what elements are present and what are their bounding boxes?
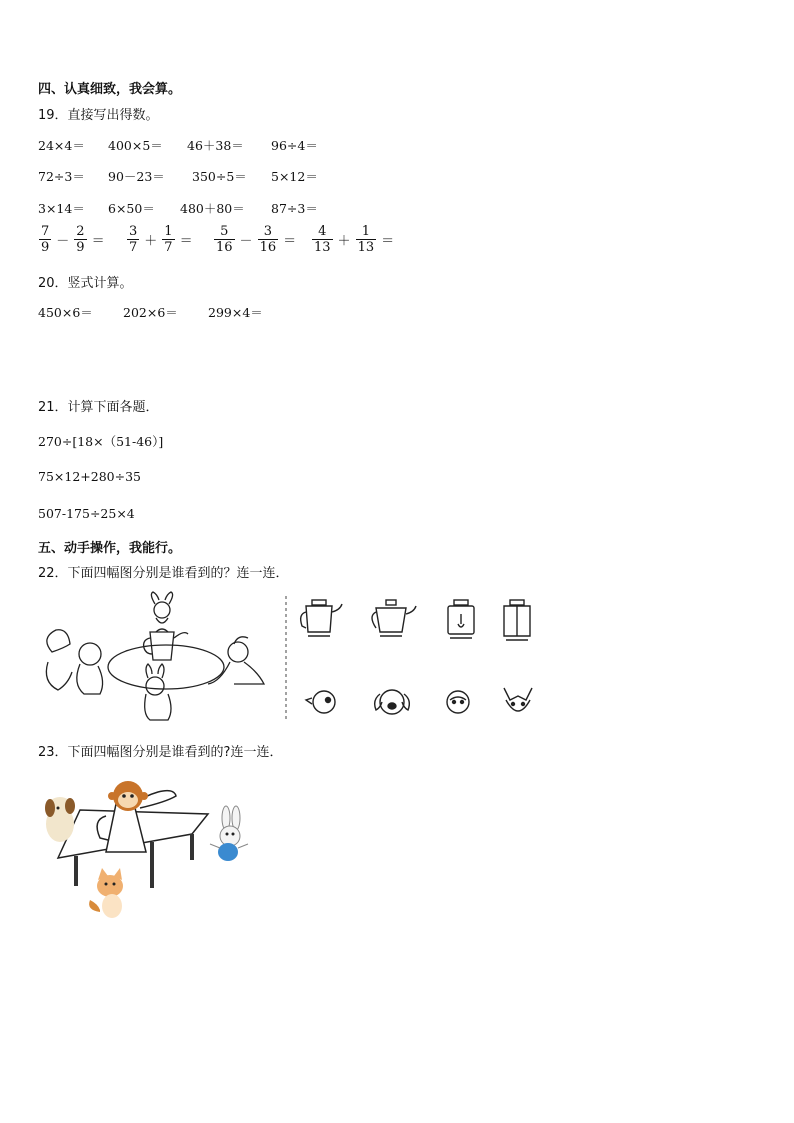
fraction-expression — [310, 224, 397, 255]
q19-item: 400×5＝ — [108, 138, 163, 153]
q22-figure — [38, 592, 538, 727]
q23-title: 23．下面四幅图分别是谁看到的?连一连． — [38, 745, 283, 760]
section5-title: 五、动手操作，我能行。 — [38, 541, 182, 556]
denominator: 13 — [357, 240, 375, 255]
table-icon — [108, 645, 224, 689]
q20-item: 202×6＝ — [123, 305, 178, 320]
numerator: 4 — [318, 224, 327, 239]
fox-head-icon — [504, 688, 532, 711]
q20-title: 20．竖式计算。 — [38, 276, 133, 291]
rabbit-icon — [145, 664, 171, 720]
numerator: 1 — [361, 224, 370, 239]
q19-item: 5×12＝ — [271, 169, 318, 184]
denominator: 16 — [259, 240, 277, 255]
chick-head-icon — [306, 691, 335, 713]
fraction-expression — [212, 224, 299, 255]
numerator: 1 — [164, 224, 173, 239]
numerator: 3 — [129, 224, 138, 239]
denominator: 16 — [216, 240, 233, 255]
q21-item: 75×12+280÷35 — [38, 469, 141, 484]
q19-item: 72÷3＝ — [38, 169, 85, 184]
numerator: 3 — [263, 224, 272, 239]
q22-title: 22．下面四幅图分别是谁看到的？连一连． — [38, 566, 289, 581]
rabbit-icon — [210, 806, 248, 861]
q20-item: 299×4＝ — [208, 305, 263, 320]
operator: ＋ — [337, 234, 351, 249]
numerator: 5 — [220, 224, 229, 239]
denominator: 9 — [41, 240, 50, 255]
dog-icon — [45, 797, 75, 842]
denominator: 9 — [76, 240, 85, 255]
q20-item: 450×6＝ — [38, 305, 93, 320]
squirrel-icon — [46, 630, 102, 694]
operator: ＋ — [144, 234, 158, 249]
teapot-view-4 — [504, 600, 530, 640]
q21-item: 270÷[18×（51-46）] — [38, 434, 164, 449]
q19-title: 19．直接写出得数。 — [38, 108, 159, 123]
q19-item: 90－23＝ — [108, 169, 165, 184]
denominator: 13 — [314, 240, 331, 255]
q19-item: 87÷3＝ — [271, 201, 318, 216]
q19-item: 3×14＝ — [38, 201, 85, 216]
q19-item: 96÷4＝ — [271, 138, 318, 153]
fraction-expression — [125, 224, 196, 255]
teapot-view-1 — [301, 600, 342, 636]
monkey-icon — [208, 637, 264, 684]
cat-icon — [89, 868, 123, 918]
fraction-expression — [37, 224, 108, 255]
teapot-view-3 — [448, 600, 474, 638]
equals: ＝ — [179, 234, 193, 249]
q21-item: 507-175÷25×4 — [38, 506, 135, 521]
section4-title: 四、认真细致，我会算。 — [38, 82, 182, 97]
q23-figure — [40, 774, 260, 924]
operator: － — [56, 234, 70, 249]
q21-title: 21．计算下面各题． — [38, 400, 159, 415]
equals: ＝ — [283, 234, 297, 249]
denominator: 7 — [129, 240, 138, 255]
operator: － — [239, 234, 253, 249]
teapot-view-2 — [372, 600, 416, 636]
rabbit-icon — [151, 592, 172, 623]
q19-item: 24×4＝ — [38, 138, 85, 153]
q19-item: 6×50＝ — [108, 201, 155, 216]
equals: ＝ — [381, 234, 395, 249]
q19-item: 46＋38＝ — [187, 138, 244, 153]
dog-head-icon — [375, 690, 410, 714]
numerator: 2 — [76, 224, 85, 239]
monkey-head-icon — [447, 691, 469, 713]
q19-item: 350÷5＝ — [192, 169, 247, 184]
denominator: 7 — [164, 240, 173, 255]
equals: ＝ — [91, 234, 105, 249]
q19-item: 480＋80＝ — [180, 201, 245, 216]
numerator: 7 — [41, 224, 50, 239]
